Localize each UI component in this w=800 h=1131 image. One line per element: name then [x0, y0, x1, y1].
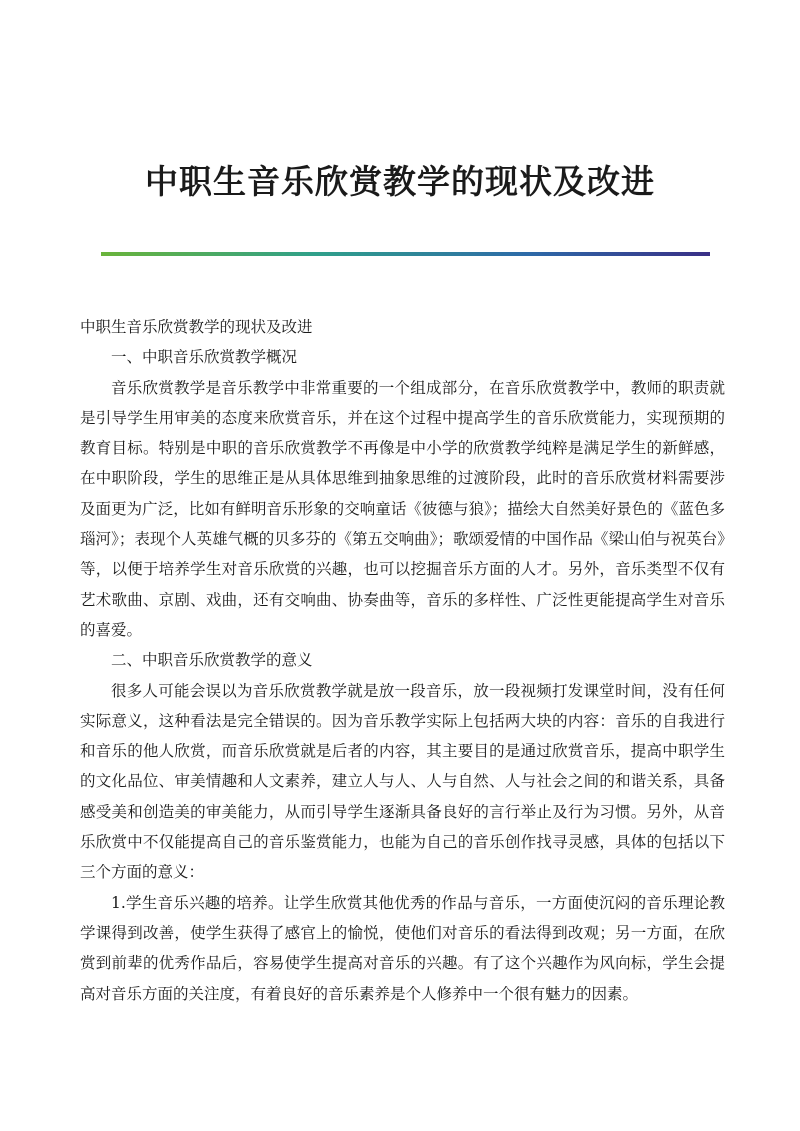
paragraph-3: 1.学生音乐兴趣的培养。让学生欣赏其他优秀的作品与音乐，一方面使沉闷的音乐理论教学课得到改善，使学生获得了感官上的愉悦，使他们对音乐的看法得到改观；另一方面，在欣赏到前辈的优秀作品后，容易使学生提高对音乐的兴趣。有了这个兴趣作为风向标，学生会提高对音乐方面的关注度，有着良好的音乐素养是个人修养中一个很有魅力的因素。: [80, 893, 725, 1003]
section-heading-1: 一、中职音乐欣赏教学概况: [111, 348, 298, 367]
paragraph-2: 很多人可能会误以为音乐欣赏教学就是放一段音乐，放一段视频打发课堂时间，没有任何实际意义，这种看法是完全错误的。因为音乐教学实际上包括两大块的内容：音乐的自我进行和音乐的他人欣赏，而音乐欣赏就是后者的内容，其主要目的是通过欣赏音乐，提高中职学生的文化品位、审美情趣和人文素养，建立人与人、人与自然、人与社会之间的和谐关系，具备感受美和创造美的审美能力，从而引导学生逐渐具备良好的言行举止及行为习惯。另外，从音乐欣赏中不仅能提高自己的音乐鉴赏能力，也能为自己的音乐创作找寻灵感，具体的包括以下三个方面的意义：: [80, 681, 725, 882]
paragraph-1: 音乐欣赏教学是音乐教学中非常重要的一个组成部分，在音乐欣赏教学中，教师的职责就是引导学生用审美的态度来欣赏音乐，并在这个过程中提高学生的音乐欣赏能力，实现预期的教育目标。特别是中职的音乐欣赏教学不再像是中小学的欣赏教学纯粹是满足学生的新鲜感，在中职阶段，学生的思维正是从具体思维到抽象思维的过渡阶段，此时的音乐欣赏材料需要涉及面更为广泛，比如有鲜明音乐形象的交响童话《彼德与狼》；描绘大自然美好景色的《蓝色多瑙河》；表现个人英雄气概的贝多芬的《第五交响曲》；歌颂爱情的中国作品《梁山伯与祝英台》等，以便于培养学生对音乐欣赏的兴趣，也可以挖掘音乐方面的人才。另外，音乐类型不仅有艺术歌曲、京剧、戏曲，还有交响曲、协奏曲等，音乐的多样性、广泛性更能提高学生对音乐的喜爱。: [80, 378, 725, 639]
document-body: [80, 312, 725, 1009]
title-gradient-divider: [101, 252, 710, 256]
section-heading-2: 二、中职音乐欣赏教学的意义: [111, 651, 313, 670]
document-title: 中职生音乐欣赏教学的现状及改进: [145, 162, 655, 201]
document-subtitle: 中职生音乐欣赏教学的现状及改进: [80, 318, 313, 336]
